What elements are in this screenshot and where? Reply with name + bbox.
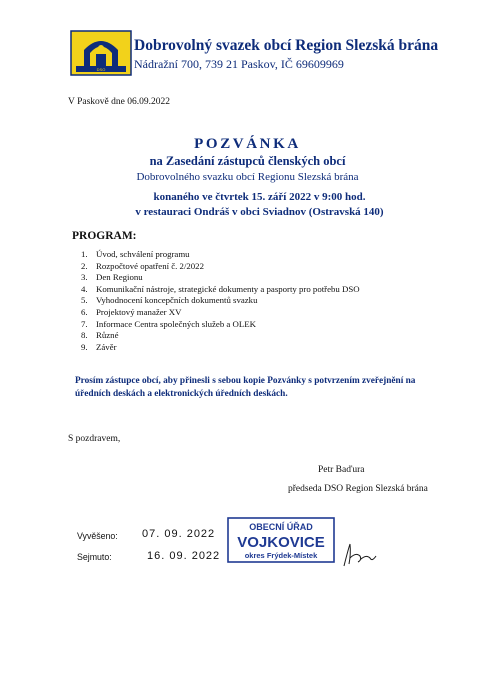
document-title: POZVÁNKA (194, 136, 301, 152)
signatory-role: předseda DSO Region Slezská brána (288, 484, 428, 494)
program-heading: PROGRAM: (72, 230, 137, 242)
stamp-line-1: OBECNÍ ÚŘAD (249, 522, 313, 532)
agenda-item: 7. Informace Centra společných služeb a OLEK (81, 318, 256, 329)
stamp-line-3: okres Frýdek-Místek (244, 551, 318, 560)
agenda-item: 1. Úvod, schválení programu (81, 249, 190, 259)
agenda-item: 4. Komunikační nástroje, strategické dokumenty a pasporty pro potřebu DSO (81, 283, 360, 294)
org-name: Dobrovolný svazek obcí Region Slezská brána (134, 37, 439, 54)
org-address: Nádražní 700, 739 21 Paskov, IČ 69609969 (134, 57, 344, 71)
agenda-item: 3. Den Regionu (81, 272, 143, 283)
removed-date: 16. 09. 2022 (147, 550, 221, 562)
agenda-item: 6. Projektový manažer XV (81, 306, 182, 317)
posted-label: Vyvěšeno: (77, 531, 118, 541)
posted-date: 07. 09. 2022 (142, 528, 216, 540)
meeting-where: v restauraci Ondráš v obci Sviadnov (Ostravská 140) (135, 206, 384, 218)
document-organization: Dobrovolného svazku obcí Regionu Slezská brána (136, 171, 359, 183)
office-stamp (227, 517, 335, 563)
logo-text: DSO (96, 67, 106, 72)
removed-label: Sejmuto: (77, 552, 112, 562)
signature (340, 540, 380, 570)
closing: S pozdravem, (68, 434, 121, 444)
agenda-item: 5. Vyhodnocení koncepčních dokumentů svazku (81, 295, 258, 306)
agenda-item: 2. Rozpočtové opatření č. 2/2022 (81, 260, 204, 271)
date-line: V Paskově dne 06.09.2022 (68, 97, 170, 107)
meeting-when: konaného ve čtvrtek 15. září 2022 v 9:00 hod. (153, 191, 366, 203)
agenda-list (81, 249, 360, 353)
request-paragraph: Prosím zástupce obcí, aby přinesli s sebou kopie Pozvánky s potvrzením zveřejnění na úředních deskách a elektronických úředních deskách. (75, 376, 416, 399)
document-subtitle: na Zasedání zástupců členských obcí (149, 154, 346, 168)
agenda-item: 8. Různé (81, 330, 119, 341)
stamp-line-2: VOJKOVICE (237, 534, 325, 551)
agenda-item: 9. Závěr (81, 341, 117, 352)
logo (70, 30, 132, 76)
signatory-name: Petr Baďura (318, 465, 365, 475)
